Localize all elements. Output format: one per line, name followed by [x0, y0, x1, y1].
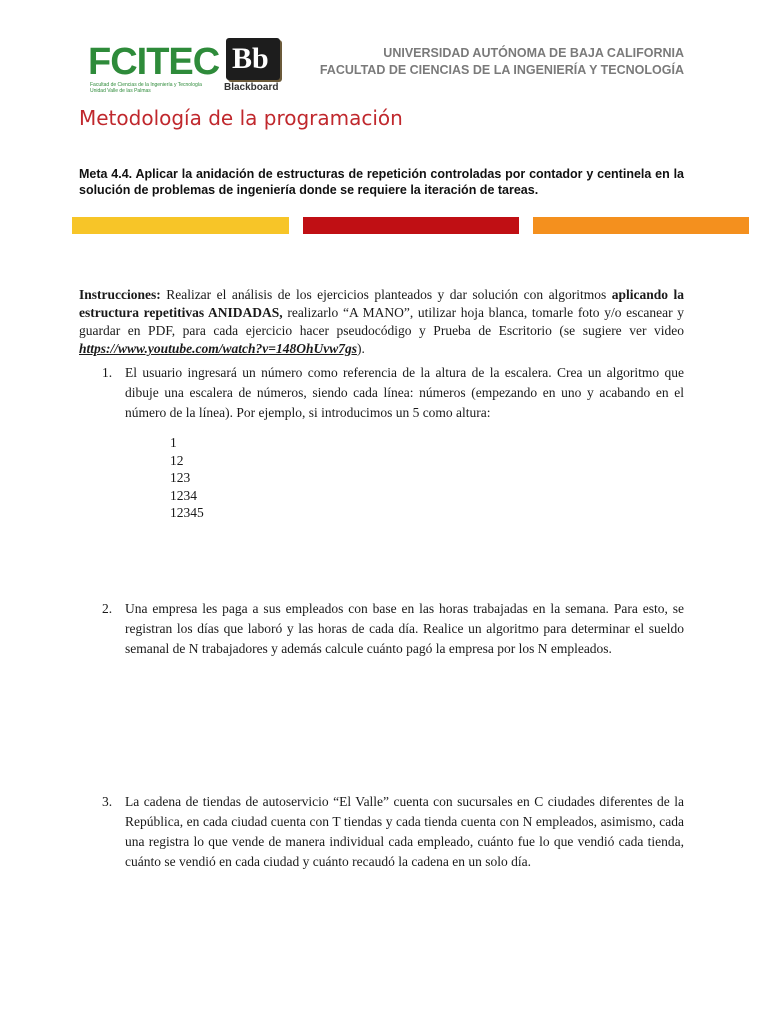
- exercise-text: Una empresa les paga a sus empleados con base en las horas trabajadas en la semana. Para esto, se registran los días que laboró y las horas de cada día. Realice un algoritmo para determinar el sueldo semanal de N trabajadores y además calcule cuánto pagó la empresa por los N empleados.: [125, 601, 684, 656]
- staircase-example: [170, 434, 204, 522]
- university-header: [320, 45, 684, 79]
- blackboard-logo: [224, 38, 286, 94]
- exercise-1: [102, 363, 684, 423]
- color-bar-red: [303, 217, 519, 234]
- fcitec-subtext-line2: Unidad Valle de las Palmas: [90, 88, 151, 94]
- exercise-text: El usuario ingresará un número como referencia de la altura de la escalera. Crea un algoritmo que dibuje una escalera de números, siendo cada línea: números (empezando en uno y acabando en el número de la línea). Por ejemplo, si introducimos un 5 como altura:: [125, 365, 684, 420]
- meta-statement: Meta 4.4. Aplicar la anidación de estructuras de repetición controladas por contador y centinela en la solución de problemas de ingeniería donde se requiere la iteración de tareas.: [79, 167, 684, 197]
- instructions-bold: aplicando la estructura repetitivas ANIDADAS,: [79, 287, 684, 320]
- staircase-line: 12345: [170, 505, 204, 520]
- staircase-line: 123: [170, 470, 191, 485]
- university-name: UNIVERSIDAD AUTÓNOMA DE BAJA CALIFORNIA: [383, 46, 684, 60]
- exercise-number: 3.: [102, 794, 113, 809]
- color-bar-yellow: [72, 217, 289, 234]
- exercise-number: 1.: [102, 365, 113, 380]
- instructions-text-3: ).: [356, 341, 365, 356]
- staircase-line: 1234: [170, 487, 197, 503]
- color-bar-orange: [533, 217, 749, 234]
- faculty-name: FACULTAD DE CIENCIAS DE LA INGENIERÍA Y TECNOLOGÍA: [319, 63, 684, 77]
- instructions-text-1: Realizar el análisis de los ejercicios planteados y dar solución con algoritmos: [160, 287, 612, 302]
- fcitec-logo: [88, 42, 218, 94]
- blackboard-logo-text: Blackboard: [224, 82, 279, 93]
- blackboard-icon: [226, 38, 280, 80]
- instructions-text-2: realizarlo “A MANO”, utilizar hoja blanca, tomarle foto y/o escanear y guardar en PDF, para cada ejercicio hacer pseudocódigo y Prueba de Escritorio (se sugiere ver video: [79, 305, 684, 338]
- instructions-label: Instrucciones:: [79, 287, 161, 302]
- exercise-2: [102, 599, 684, 659]
- blackboard-glyph: Bb: [232, 42, 269, 75]
- instructions-paragraph: [79, 286, 684, 358]
- exercise-3: [102, 792, 684, 872]
- staircase-line: 1: [170, 435, 177, 450]
- exercise-number: 2.: [102, 601, 113, 616]
- fcitec-logo-text: FCITEC: [88, 41, 220, 83]
- staircase-line: 12: [170, 452, 184, 468]
- exercise-text: La cadena de tiendas de autoservicio “El Valle” cuenta con sucursales en C ciudades diferentes de la República, en cada ciudad cuenta con T tiendas y cada tienda cuenta con N empleados, asimismo, cada una registra lo que vende de manera individual cada empleado, cuánto fue lo que vendió cada tienda, cuánto se vendió en cada ciudad y cuánto recaudó la cadena en un solo día.: [125, 794, 684, 869]
- fcitec-subtext-line1: Facultad de Ciencias de la Ingeniería y Tecnología: [90, 82, 202, 88]
- video-link[interactable]: https://www.youtube.com/watch?v=148OhUvw7gs: [79, 341, 357, 356]
- fcitec-logo-subtext: [90, 82, 220, 94]
- document-title: Metodología de la programación: [79, 106, 403, 130]
